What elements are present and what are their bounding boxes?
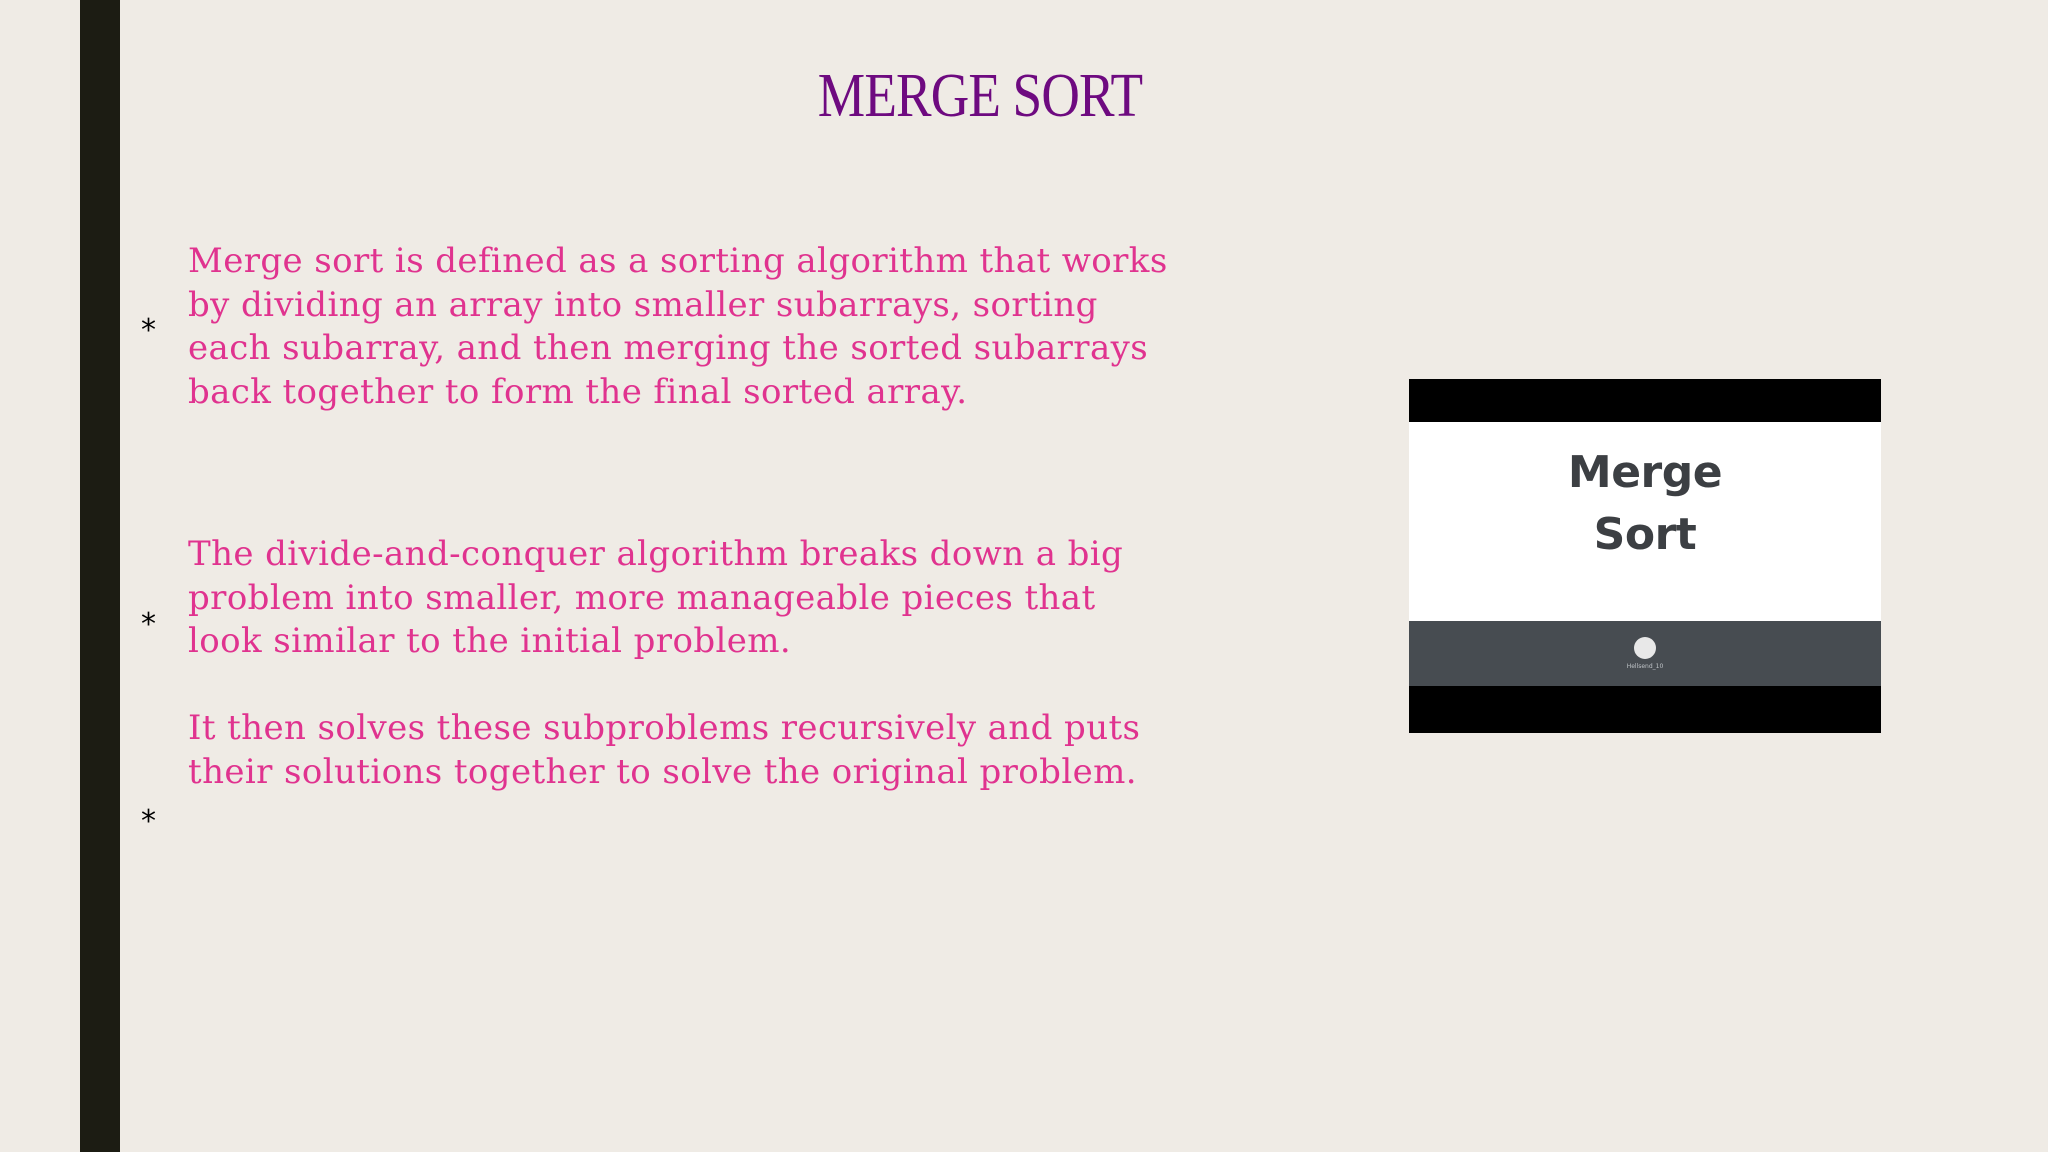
thumbnail-footer-band (1409, 621, 1881, 686)
bullet-marker-2: * (141, 607, 156, 642)
thumbnail-title-line-2: Sort (1593, 509, 1697, 560)
merge-sort-video-thumbnail (1409, 379, 1881, 733)
bullet-text-1: Merge sort is defined as a sorting algorithm that works by dividing an array into smaller subarrays, sorting each subarray, and then merging the sorted subarrays back together to form the final sorted array. (188, 241, 1168, 412)
bullet-text-2: The divide-and-conquer algorithm breaks down a big problem into smaller, more manageable pieces that look similar to the initial problem. (188, 534, 1124, 661)
slide-title: MERGE SORT (817, 62, 1143, 130)
thumbnail-title-line-1: Merge (1567, 447, 1723, 498)
left-accent-bar (80, 0, 120, 1152)
bullet-marker-3: * (141, 804, 156, 839)
thumbnail-title-panel (1409, 422, 1881, 621)
bullet-marker-1: * (141, 313, 156, 348)
bullet-text-3: It then solves these subproblems recursively and puts their solutions together to solve the original problem. (188, 708, 1141, 792)
channel-logo-icon (1634, 637, 1656, 659)
channel-logo-caption: Hellsend_10 (1626, 663, 1664, 670)
